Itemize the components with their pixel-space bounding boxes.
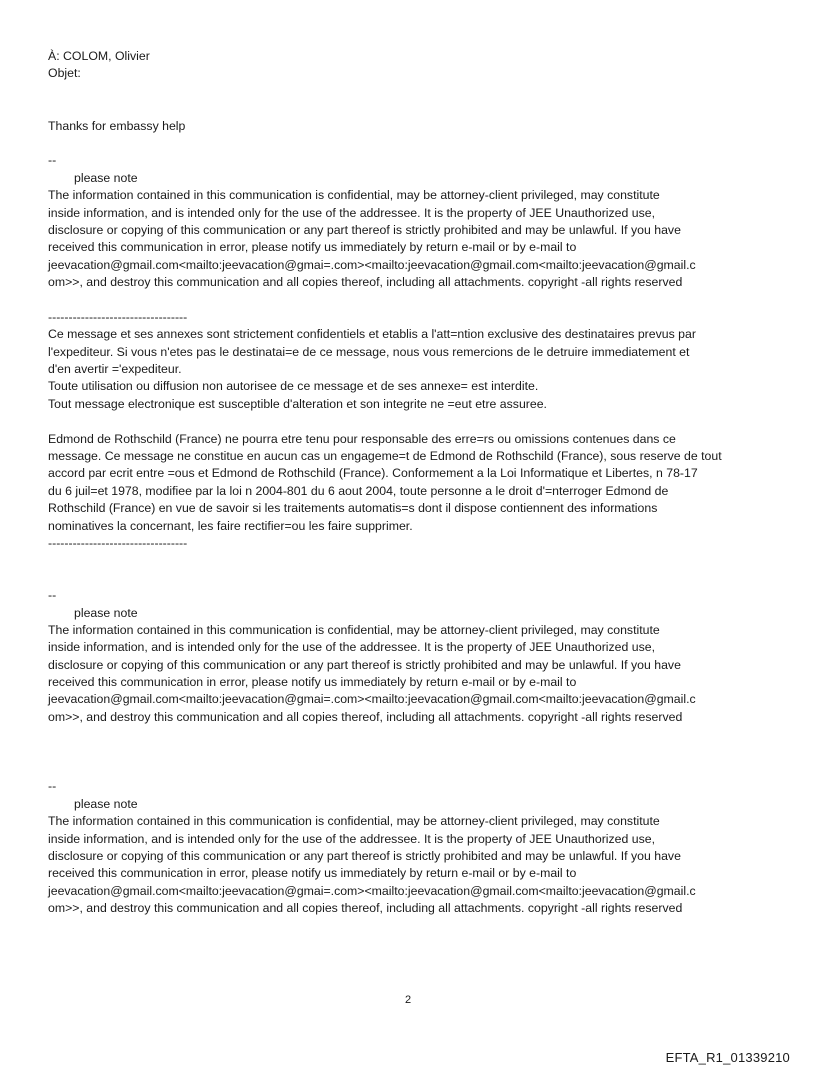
disclaimer-line: jeevacation@gmail.com<mailto:jeevacation@gmai=.com><mailto:jeevacation@gmail.com<mailto:jeevacation@gmail.c: [48, 692, 696, 707]
signature-note: please note: [74, 170, 138, 185]
signature-block-1: [48, 152, 776, 291]
signature-block-2: [48, 587, 776, 726]
french-line: Ce message et ses annexes sont strictement confidentiels et etablis a l'att=ntion exclusive des destinataires prevus par: [48, 327, 696, 342]
separator-top: ----------------------------------: [48, 309, 188, 324]
disclaimer-line: om>>, and destroy this communication and all copies thereof, including all attachments. copyright -all rights reserved: [48, 709, 683, 724]
signature-dash: --: [48, 779, 57, 794]
disclaimer-line: The information contained in this communication is confidential, may be attorney-client privileged, may constitute: [48, 622, 660, 637]
signature-note: please note: [74, 796, 138, 811]
french-disclaimer: [48, 309, 776, 552]
disclaimer-line: The information contained in this communication is confidential, may be attorney-client privileged, may constitute: [48, 814, 660, 829]
french-line: Tout message electronique est susceptible d'alteration et son integrite ne =eut etre assuree.: [48, 396, 547, 411]
disclaimer-line: disclosure or copying of this communication or any part thereof is strictly prohibited and may be unlawful. If you have: [48, 849, 681, 864]
message-body: Thanks for embassy help: [48, 118, 186, 133]
signature-block-3: [48, 778, 776, 917]
disclaimer-line: received this communication in error, please notify us immediately by return e-mail or by e-mail to: [48, 675, 577, 690]
french-line: d'en avertir ='expediteur.: [48, 362, 182, 377]
subject-field: Objet:: [48, 66, 81, 81]
disclaimer-line: received this communication in error, please notify us immediately by return e-mail or by e-mail to: [48, 866, 577, 881]
disclaimer-line: The information contained in this communication is confidential, may be attorney-client privileged, may constitute: [48, 188, 660, 203]
signature-dash: --: [48, 588, 57, 603]
signature-dash: --: [48, 153, 57, 168]
disclaimer-line: inside information, and is intended only for the use of the addressee. It is the property of JEE Unauthorized use,: [48, 205, 656, 220]
signature-note: please note: [74, 605, 138, 620]
disclaimer-line: inside information, and is intended only for the use of the addressee. It is the property of JEE Unauthorized use,: [48, 640, 656, 655]
french-line: Toute utilisation ou diffusion non autorisee de ce message et de ses annexe= est interdite.: [48, 379, 539, 394]
french-line: message. Ce message ne constitue en aucun cas un engageme=t de Edmond de Rothschild (France), sous reserve de tout: [48, 449, 722, 463]
disclaimer-line: jeevacation@gmail.com<mailto:jeevacation@gmai=.com><mailto:jeevacation@gmail.com<mailto:jeevacation@gmail.c: [48, 883, 696, 898]
disclaimer-line: om>>, and destroy this communication and all copies thereof, including all attachments. copyright -all rights reserved: [48, 275, 683, 290]
to-field: À: COLOM, Olivier: [48, 49, 150, 63]
disclaimer-line: inside information, and is intended only for the use of the addressee. It is the property of JEE Unauthorized use,: [48, 831, 656, 846]
french-line: Rothschild (France) en vue de savoir si les traitements automatis=s dont il dispose contiennent des informations: [48, 501, 658, 516]
french-line: accord par ecrit entre =ous et Edmond de Rothschild (France). Conformement a la Loi Informatique et Libertes, n 78-17: [48, 466, 698, 481]
page-number: 2: [404, 994, 412, 1006]
separator-bottom: ----------------------------------: [48, 535, 188, 550]
french-line: nominatives la concernant, les faire rectifier=ou les faire supprimer.: [48, 518, 413, 533]
french-line: du 6 juil=et 1978, modifiee par la loi n 2004-801 du 6 aout 2004, toute personne a le droit d'=nterroger Edmond de: [48, 483, 669, 498]
email-document: [48, 48, 776, 918]
disclaimer-line: received this communication in error, please notify us immediately by return e-mail or by e-mail to: [48, 240, 577, 255]
french-line: l'expediteur. Si vous n'etes pas le destinatai=e de ce message, nous vous remercions de le detruire immediatement et: [48, 344, 690, 359]
disclaimer-line: jeevacation@gmail.com<mailto:jeevacation@gmai=.com><mailto:jeevacation@gmail.com<mailto:jeevacation@gmail.c: [48, 257, 696, 272]
bates-stamp: EFTA_R1_01339210: [665, 1050, 790, 1065]
disclaimer-line: om>>, and destroy this communication and all copies thereof, including all attachments. copyright -all rights reserved: [48, 901, 683, 916]
french-line: Edmond de Rothschild (France) ne pourra etre tenu pour responsable des erre=rs ou omissions contenues dans ce: [48, 431, 676, 446]
disclaimer-line: disclosure or copying of this communication or any part thereof is strictly prohibited and may be unlawful. If you have: [48, 222, 681, 237]
disclaimer-line: disclosure or copying of this communication or any part thereof is strictly prohibited and may be unlawful. If you have: [48, 657, 681, 672]
